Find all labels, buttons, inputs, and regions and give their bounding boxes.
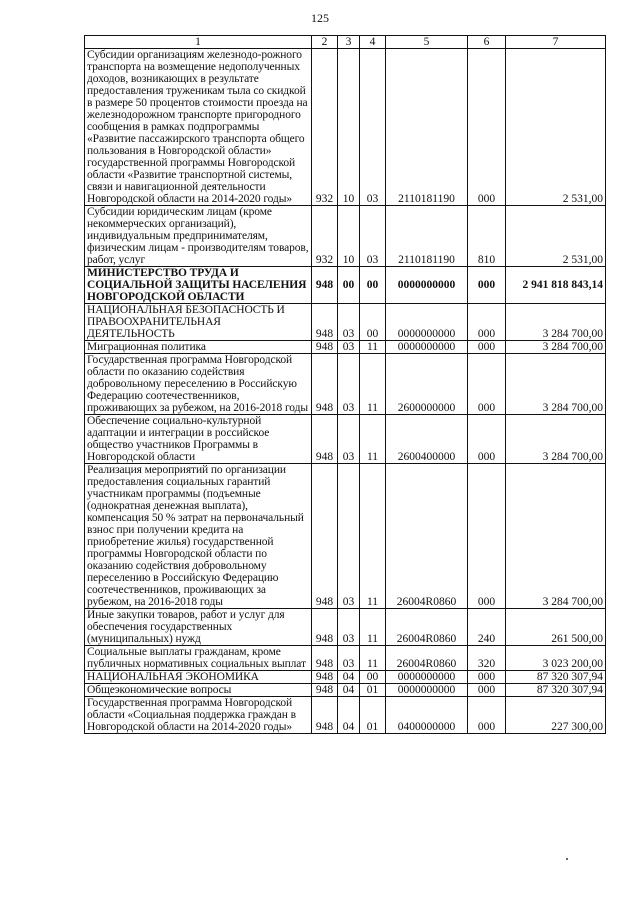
table-row bbox=[85, 646, 606, 671]
row-section: 03 bbox=[338, 609, 360, 646]
row-expense-type: 000 bbox=[468, 671, 506, 684]
row-amount: 2 531,00 bbox=[506, 206, 606, 267]
row-ministry-code: 948 bbox=[312, 354, 338, 415]
row-ministry-code: 948 bbox=[312, 464, 338, 609]
row-ministry-code: 948 bbox=[312, 684, 338, 697]
row-amount: 261 500,00 bbox=[506, 609, 606, 646]
row-target-article: 2110181190 bbox=[386, 206, 468, 267]
row-target-article: 0000000000 bbox=[386, 304, 468, 341]
row-subsection: 11 bbox=[360, 609, 386, 646]
row-name: Социальные выплаты гражданам, кроме публичных нормативных социальных выплат bbox=[85, 646, 312, 671]
table-row bbox=[85, 206, 606, 267]
row-amount: 3 284 700,00 bbox=[506, 341, 606, 354]
row-amount: 227 300,00 bbox=[506, 697, 606, 734]
row-subsection: 11 bbox=[360, 646, 386, 671]
row-subsection: 03 bbox=[360, 206, 386, 267]
row-ministry-code: 948 bbox=[312, 267, 338, 304]
row-name: Субсидии организациям железнодо-рожного транспорта на возмещение недополученных доходов, возникающих в результате предоставления труженикам тыла со скидкой в размере 50 процентов стоимости проезда на железнодорожном транспорте пригородного сообщения в рамках подпрограммы «Развитие пассажирского транспорта общего пользования в Новгородской области» государственной программы Новгородской области «Развитие транспортной системы, связи и навигационной деятельности Новгородской области на 2014-2020 годы» bbox=[85, 49, 312, 206]
row-section: 00 bbox=[338, 267, 360, 304]
row-expense-type: 000 bbox=[468, 354, 506, 415]
row-section: 10 bbox=[338, 206, 360, 267]
row-subsection: 11 bbox=[360, 464, 386, 609]
table-row bbox=[85, 684, 606, 697]
row-section: 10 bbox=[338, 49, 360, 206]
row-subsection: 11 bbox=[360, 341, 386, 354]
row-section: 03 bbox=[338, 354, 360, 415]
page-number: 125 bbox=[311, 11, 329, 25]
row-ministry-code: 932 bbox=[312, 206, 338, 267]
table-row bbox=[85, 464, 606, 609]
row-subsection: 00 bbox=[360, 304, 386, 341]
row-expense-type: 810 bbox=[468, 206, 506, 267]
row-name: МИНИСТЕРСТВО ТРУДА И СОЦИАЛЬНОЙ ЗАЩИТЫ НАСЕЛЕНИЯ НОВГОРОДСКОЙ ОБЛАСТИ bbox=[85, 267, 312, 304]
row-subsection: 11 bbox=[360, 354, 386, 415]
row-name: Общеэкономические вопросы bbox=[85, 684, 312, 697]
row-expense-type: 320 bbox=[468, 646, 506, 671]
row-ministry-code: 948 bbox=[312, 697, 338, 734]
row-target-article: 2600000000 bbox=[386, 354, 468, 415]
header-col-3: 3 bbox=[338, 36, 360, 49]
header-col-7: 7 bbox=[506, 36, 606, 49]
row-section: 04 bbox=[338, 697, 360, 734]
row-section: 03 bbox=[338, 341, 360, 354]
row-amount: 3 284 700,00 bbox=[506, 415, 606, 464]
row-subsection: 00 bbox=[360, 267, 386, 304]
header-col-2: 2 bbox=[312, 36, 338, 49]
row-amount: 2 941 818 843,14 bbox=[506, 267, 606, 304]
row-name: Иные закупки товаров, работ и услуг для обеспечения государственных (муниципальных) нужд bbox=[85, 609, 312, 646]
row-subsection: 11 bbox=[360, 415, 386, 464]
row-section: 03 bbox=[338, 304, 360, 341]
row-expense-type: 000 bbox=[468, 464, 506, 609]
row-target-article: 2600400000 bbox=[386, 415, 468, 464]
header-col-4: 4 bbox=[360, 36, 386, 49]
row-amount: 3 284 700,00 bbox=[506, 464, 606, 609]
row-expense-type: 000 bbox=[468, 684, 506, 697]
row-subsection: 03 bbox=[360, 49, 386, 206]
table-row bbox=[85, 697, 606, 734]
row-target-article: 26004R0860 bbox=[386, 646, 468, 671]
row-target-article: 0400000000 bbox=[386, 697, 468, 734]
row-amount: 87 320 307,94 bbox=[506, 671, 606, 684]
row-ministry-code: 948 bbox=[312, 671, 338, 684]
row-subsection: 00 bbox=[360, 671, 386, 684]
row-target-article: 26004R0860 bbox=[386, 464, 468, 609]
row-target-article: 0000000000 bbox=[386, 267, 468, 304]
row-subsection: 01 bbox=[360, 697, 386, 734]
header-col-1: 1 bbox=[85, 36, 312, 49]
row-ministry-code: 948 bbox=[312, 609, 338, 646]
row-section: 04 bbox=[338, 684, 360, 697]
table-row bbox=[85, 354, 606, 415]
row-section: 03 bbox=[338, 415, 360, 464]
row-target-article: 0000000000 bbox=[386, 684, 468, 697]
scan-speck bbox=[566, 858, 568, 860]
table-row bbox=[85, 609, 606, 646]
row-name: Государственная программа Новгородской области «Социальная поддержка граждан в Новгородской области на 2014-2020 годы» bbox=[85, 697, 312, 734]
header-row bbox=[85, 36, 606, 49]
table-row bbox=[85, 671, 606, 684]
row-amount: 3 284 700,00 bbox=[506, 304, 606, 341]
row-expense-type: 000 bbox=[468, 341, 506, 354]
table-row bbox=[85, 49, 606, 206]
row-name: НАЦИОНАЛЬНАЯ ЭКОНОМИКА bbox=[85, 671, 312, 684]
row-expense-type: 000 bbox=[468, 304, 506, 341]
table-row bbox=[85, 304, 606, 341]
row-ministry-code: 948 bbox=[312, 304, 338, 341]
row-name: НАЦИОНАЛЬНАЯ БЕЗОПАСНОСТЬ И ПРАВООХРАНИТЕЛЬНАЯ ДЕЯТЕЛЬНОСТЬ bbox=[85, 304, 312, 341]
row-section: 03 bbox=[338, 464, 360, 609]
row-ministry-code: 948 bbox=[312, 341, 338, 354]
row-section: 04 bbox=[338, 671, 360, 684]
row-expense-type: 000 bbox=[468, 49, 506, 206]
row-target-article: 0000000000 bbox=[386, 671, 468, 684]
row-ministry-code: 948 bbox=[312, 646, 338, 671]
row-expense-type: 240 bbox=[468, 609, 506, 646]
row-ministry-code: 932 bbox=[312, 49, 338, 206]
table-row bbox=[85, 341, 606, 354]
row-name: Миграционная политика bbox=[85, 341, 312, 354]
row-amount: 3 284 700,00 bbox=[506, 354, 606, 415]
table-row bbox=[85, 415, 606, 464]
row-name: Реализация мероприятий по организации предоставления социальных гарантий участникам программы (подъемные (однократная денежная выплата), компенсация 50 % затрат на первоначальный взнос при получении кредита на приобретение жилья) государственной программы Новгородской области по оказанию содействия добровольному переселению в Российскую Федерацию соотечественников, проживающих за рубежом, на 2016-2018 годы bbox=[85, 464, 312, 609]
row-amount: 87 320 307,94 bbox=[506, 684, 606, 697]
row-name: Государственная программа Новгородской области по оказанию содействия добровольному переселению в Российскую Федерацию соотечественников, проживающих за рубежом, на 2016-2018 годы bbox=[85, 354, 312, 415]
table-body bbox=[85, 49, 606, 734]
row-amount: 3 023 200,00 bbox=[506, 646, 606, 671]
table-row bbox=[85, 267, 606, 304]
row-section: 03 bbox=[338, 646, 360, 671]
row-subsection: 01 bbox=[360, 684, 386, 697]
row-name: Обеспечение социально-культурной адаптации и интеграции в российское общество участников Программы в Новгородской области bbox=[85, 415, 312, 464]
budget-table bbox=[84, 35, 606, 734]
row-target-article: 0000000000 bbox=[386, 341, 468, 354]
row-expense-type: 000 bbox=[468, 415, 506, 464]
header-col-5: 5 bbox=[386, 36, 468, 49]
row-expense-type: 000 bbox=[468, 267, 506, 304]
row-expense-type: 000 bbox=[468, 697, 506, 734]
row-target-article: 2110181190 bbox=[386, 49, 468, 206]
row-ministry-code: 948 bbox=[312, 415, 338, 464]
row-amount: 2 531,00 bbox=[506, 49, 606, 206]
row-name: Субсидии юридическим лицам (кроме некоммерческих организаций), индивидуальным предпринимателям, физическим лицам - производителям товаров, работ, услуг bbox=[85, 206, 312, 267]
row-target-article: 26004R0860 bbox=[386, 609, 468, 646]
header-col-6: 6 bbox=[468, 36, 506, 49]
